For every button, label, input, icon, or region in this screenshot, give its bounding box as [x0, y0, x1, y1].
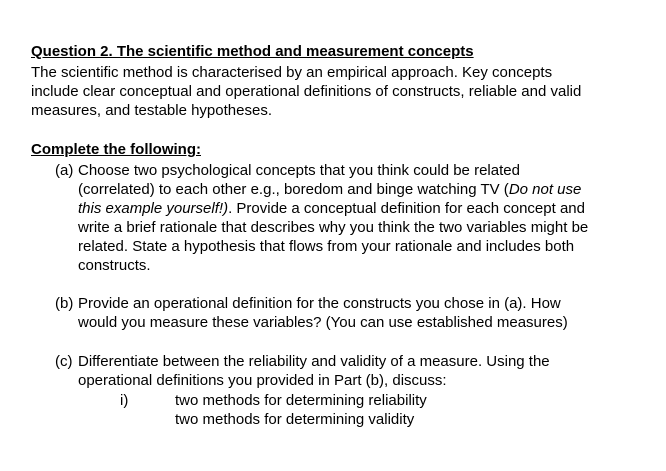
intro-line: The scientific method is characterised by an empirical approach. Key concepts — [31, 64, 553, 81]
item-a-line: this example yourself!). Provide a conceptual definition for each concept and — [78, 200, 585, 217]
item-a-italic: Do not use — [508, 181, 582, 198]
item-c-line: Differentiate between the reliability and validity of a measure. Using the — [78, 353, 550, 370]
intro-line: measures, and testable hypotheses. — [31, 102, 272, 119]
sub-item-label: i) — [120, 392, 129, 409]
item-c-label: (c) — [55, 353, 73, 370]
item-b-line: Provide an operational definition for the constructs you chose in (a). How — [78, 295, 561, 312]
question-title: Question 2. The scientific method and measurement concepts — [31, 43, 474, 60]
item-c-line: operational definitions you provided in Part (b), discuss: — [78, 372, 447, 389]
item-b-line: would you measure these variables? (You can use established measures) — [78, 314, 568, 331]
intro-paragraph — [31, 63, 641, 120]
item-a-italic: this example yourself!) — [78, 200, 229, 217]
task-heading: Complete the following: — [31, 141, 201, 158]
item-a-line: constructs. — [78, 257, 151, 274]
item-a-label: (a) — [55, 162, 74, 179]
item-b-label: (b) — [55, 295, 74, 312]
intro-line: include clear conceptual and operational definitions of constructs, reliable and valid — [31, 83, 582, 100]
sub-item-line: two methods for determining validity — [175, 411, 415, 428]
item-a-line: (correlated) to each other e.g., boredom and binge watching TV (Do not use — [78, 181, 582, 198]
sub-item-line: two methods for determining reliability — [175, 392, 427, 409]
item-a-line: related. State a hypothesis that flows from your rationale and includes both — [78, 238, 575, 255]
item-a-line: write a brief rationale that describes why you think the two variables might be — [78, 219, 589, 236]
item-a-line: Choose two psychological concepts that you think could be related — [78, 162, 520, 179]
